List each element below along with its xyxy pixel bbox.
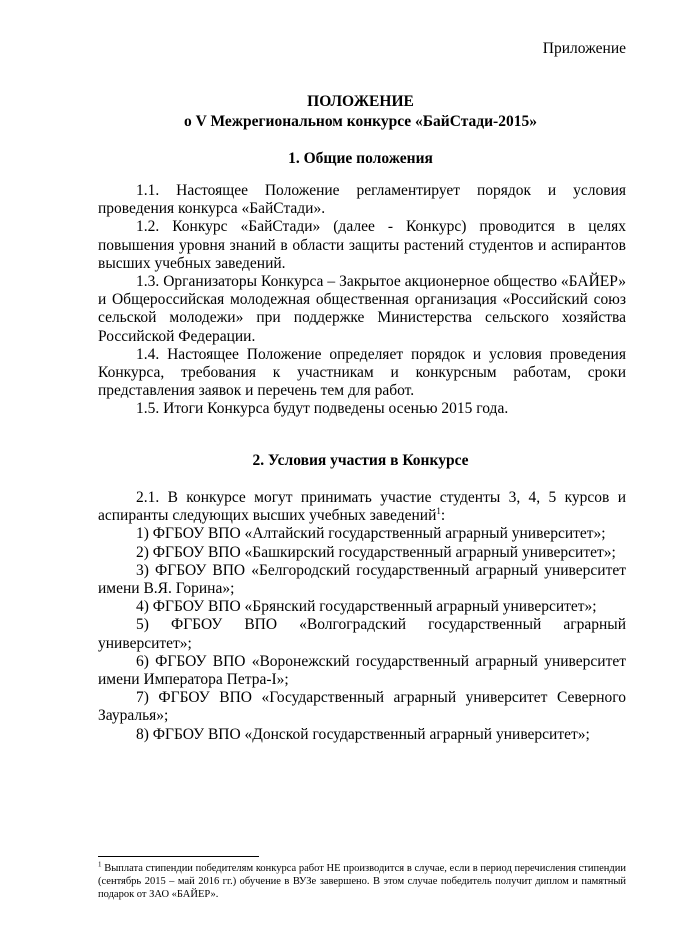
section-1-heading: 1. Общие положения [288, 150, 433, 167]
list-item-1: 1) ФГБОУ ВПО «Алтайский государственный аграрный университет»; [136, 525, 606, 543]
footnote-separator [98, 856, 259, 857]
paragraph-1-1: 1.1. Настоящее Положение регламентирует порядок и условия проведения конкурса «БайСтади». [98, 182, 626, 218]
list-item-7: 7) ФГБОУ ВПО «Государственный аграрный университет Северного Зауралья»; [98, 689, 626, 725]
appendix-label: Приложение [542, 40, 626, 57]
paragraph-1-5: 1.5. Итоги Конкурса будут подведены осенью 2015 года. [136, 400, 509, 418]
list-item-4: 4) ФГБОУ ВПО «Брянский государственный аграрный университет»; [136, 598, 597, 616]
footnote-text: Выплата стипендии победителям конкурса работ НЕ производится в случае, если в период перечисления стипендии (сентябрь 2015 – май 2016 гг.) обучение в ВУЗе завершено. В этом случае победитель получит диплом и памятный подарок от ЗАО «БАЙЕР». [98, 863, 626, 900]
list-item-6: 6) ФГБОУ ВПО «Воронежский государственный аграрный университет имени Императора Петра-I»; [98, 652, 626, 689]
section-2-heading: 2. Условия участия в Конкурсе [252, 452, 469, 469]
list-item-2: 2) ФГБОУ ВПО «Башкирский государственный аграрный университет»; [136, 543, 616, 561]
paragraph-1-3: 1.3. Организаторы Конкурса – Закрытое акционерное общество «БАЙЕР» и Общероссийская молодежная общественная организация «Российский союз сельской молодежи» при поддержке Министерства сельского хозяйства Российской Федерации. [98, 273, 626, 345]
list-item-5: 5) ФГБОУ ВПО «Волгоградский государственный аграрный университет»; [98, 616, 626, 652]
document-title: ПОЛОЖЕНИЕ [307, 93, 414, 110]
paragraph-2-1-text: 2.1. В конкурсе могут принимать участие студенты 3, 4, 5 курсов и аспиранты следующих высших учебных заведений [98, 489, 626, 525]
footnote-ref: 1 [436, 506, 441, 517]
paragraph-1-2: 1.2. Конкурс «БайСтади» (далее - Конкурс) проводится в целях повышения уровня знаний в области защиты растений студентов и аспирантов высших учебных заведений. [98, 218, 626, 272]
document-subtitle: о V Межрегиональном конкурсе «БайСтади-2015» [184, 113, 537, 130]
paragraph-2-1 [98, 489, 626, 525]
footnote-mark: 1 [98, 860, 102, 869]
list-item-8: 8) ФГБОУ ВПО «Донской государственный аграрный университет»; [136, 725, 590, 743]
footnote [98, 862, 626, 901]
section-2-body [98, 489, 626, 744]
section-1-body [98, 182, 626, 419]
list-item-3: 3) ФГБОУ ВПО «Белгородский государственный аграрный университет имени В.Я. Горина»; [98, 561, 626, 598]
paragraph-1-4: 1.4. Настоящее Положение определяет порядок и условия проведения Конкурса, требования к участникам и конкурсным работам, сроки представления заявок и перечень тем для работ. [98, 345, 626, 400]
paragraph-2-1-end: : [440, 507, 446, 525]
